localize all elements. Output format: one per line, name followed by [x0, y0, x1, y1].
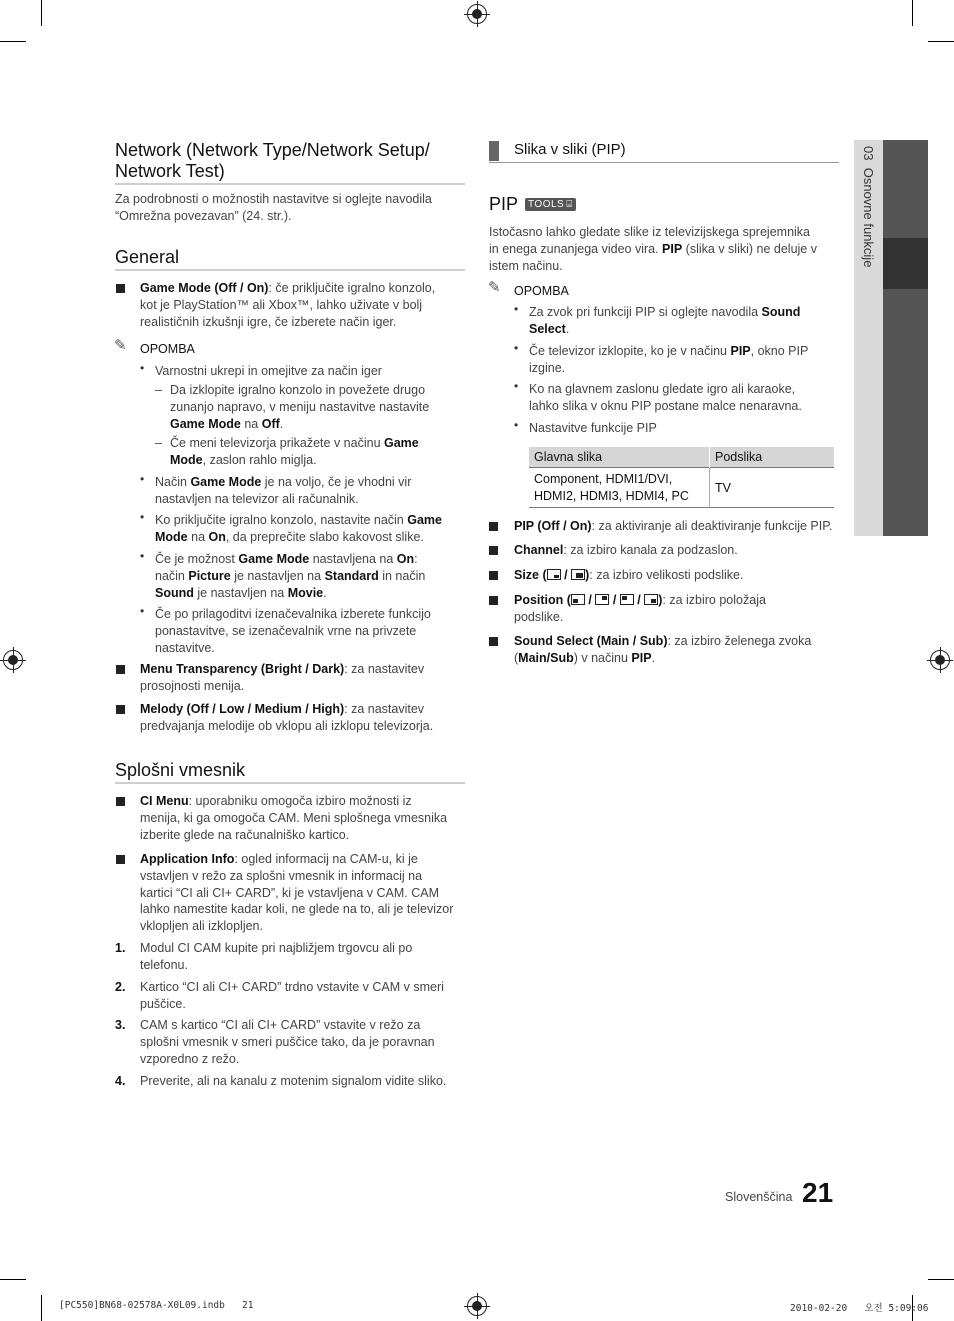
footer-language: Slovenščina	[725, 1190, 793, 1204]
bullet-dot-icon: •	[514, 379, 519, 393]
ci-menu-item: CI Menu: uporabniku omogoča izbiro možnosti iz menija, ki ga omogoča CAM. Meni splošnega vmesnika izberite glede na računalniško kartico.	[140, 794, 448, 842]
position-bottom-right-icon	[644, 594, 658, 605]
note-item: Če po prilagoditvi izenačevalnika izberete funkcijo ponastavitve, se izenačevalnik vrne na privzete nastavitve.	[155, 607, 431, 655]
dash-icon: –	[155, 383, 162, 397]
section-divider	[489, 162, 839, 163]
note-item: Ko priključite igralno konzolo, nastavite način Game Mode na On, da preprečite slabo kakovost slike.	[155, 513, 442, 544]
tools-icon: ⌸	[566, 199, 573, 210]
table-header: Glavna slika	[529, 447, 710, 468]
menu-transparency-item: Menu Transparency (Bright / Dark): za nastavitev prosojnosti menija.	[140, 662, 425, 693]
sound-select-item: Sound Select (Main / Sub): za izbiro želenega zvoka (Main/Sub) v načinu PIP.	[514, 634, 812, 665]
crop-mark	[41, 0, 42, 26]
bullet-dot-icon: •	[140, 510, 145, 524]
pip-title: PIP	[489, 194, 519, 214]
step-item: Modul CI CAM kupite pri najbližjem trgovcu ali po telefonu.	[140, 941, 413, 972]
dash-icon: –	[155, 436, 162, 450]
step-item: Preverite, ali na kanalu z motenim signalom vidite sliko.	[140, 1074, 447, 1088]
section-divider	[115, 183, 465, 185]
size-item: Size ( / ): za izbiro velikosti podslike.	[514, 568, 744, 582]
chapter-tab-active	[883, 238, 928, 289]
table-cell: TV	[715, 480, 731, 495]
note-subitem: Če meni televizorja prikažete v načinu Game Mode, zaslon rahlo miglja.	[170, 436, 419, 467]
position-top-right-icon	[595, 594, 609, 605]
bullet-square-icon	[116, 284, 125, 293]
table-header: Podslika	[715, 450, 763, 464]
bullet-square-icon	[116, 665, 125, 674]
step-item: Kartico “CI ali CI+ CARD” trdno vstavite v CAM v smeri puščice.	[140, 980, 444, 1011]
crop-mark	[0, 41, 26, 42]
game-mode-item: Game Mode (Off / On): če priključite igralno konzolo, kot je PlayStation™ ali Xbox™, lahko uživate v bolj realističnih izkušnji igre, če izberete način iger.	[140, 281, 436, 329]
registration-mark-icon	[467, 4, 487, 24]
crop-mark	[0, 1279, 26, 1280]
pip-note-item: Za zvok pri funkciji PIP si oglejte navodila Sound Select.	[529, 305, 801, 336]
crop-mark	[928, 41, 954, 42]
pip-note-item: Ko na glavnem zaslonu gledate igro ali karaoke, lahko slika v oknu PIP postane malce nenaravna.	[529, 382, 802, 413]
common-interface-title: Splošni vmesnik	[115, 760, 246, 780]
footer-file: [PC550]BN68-02578A-X0L09.indb 21	[59, 1300, 254, 1311]
section-divider	[115, 269, 465, 271]
chapter-tab-dark	[883, 140, 928, 536]
crop-mark	[912, 0, 913, 26]
table-cell: Component, HDMI1/DVI, HDMI2, HDMI3, HDMI4, PC	[529, 468, 710, 508]
note-subitem: Da izklopite igralno konzolo in povežete drugo zunanjo napravo, v meniju nastavitve nastavite Game Mode na Off.	[170, 383, 430, 431]
pip-section-header: Slika v sliki (PIP)	[514, 141, 626, 158]
crop-mark	[928, 1279, 954, 1280]
network-description: Za podrobnosti o možnostih nastavitve si oglejte navodila “Omrežna povezavan” (24. str.).	[115, 192, 432, 223]
bullet-square-icon	[116, 855, 125, 864]
note-pencil-icon: ✎	[488, 279, 501, 296]
general-title: General	[115, 247, 180, 267]
note-pencil-icon: ✎	[114, 337, 127, 354]
registration-mark-icon	[930, 650, 950, 670]
pip-note-item: Nastavitve funkcije PIP	[529, 421, 657, 435]
note-item: Varnostni ukrepi in omejitve za način iger	[155, 364, 382, 378]
bullet-dot-icon: •	[514, 341, 519, 355]
bullet-square-icon	[489, 546, 498, 555]
footer-date: 2010-02-20 오전 5:09:06	[790, 1303, 929, 1314]
size-large-icon	[571, 569, 585, 580]
position-top-left-icon	[620, 594, 634, 605]
melody-item: Melody (Off / Low / Medium / High): za nastavitev predvajanja melodije ob vklopu ali izklopu televizorja.	[140, 702, 434, 733]
pip-note-item: Če televizor izklopite, ko je v načinu PIP, okno PIP izgine.	[529, 344, 809, 375]
step-number: 4.	[115, 1074, 126, 1088]
bullet-square-icon	[489, 596, 498, 605]
channel-item: Channel: za izbiro kanala za podzaslon.	[514, 543, 738, 557]
section-divider	[115, 782, 465, 784]
network-title: Network (Network Type/Network Setup/ Network Test)	[115, 140, 430, 181]
step-number: 1.	[115, 941, 126, 955]
step-number: 2.	[115, 980, 126, 994]
pip-intro: Istočasno lahko gledate slike iz televizijskega sprejemnika in enega zunanjega video vira. PIP (slika v sliki) ne deluje v istem načinu.	[489, 225, 817, 273]
bullet-square-icon	[489, 571, 498, 580]
note-item: Način Game Mode je na voljo, če je vhodni vir nastavljen na televizor ali računalnik.	[155, 475, 412, 506]
note-label: OPOMBA	[140, 342, 195, 356]
registration-mark-icon	[467, 1296, 487, 1316]
bullet-dot-icon: •	[514, 418, 519, 432]
size-small-icon	[547, 569, 561, 580]
note-item: Če je možnost Game Mode nastavljena na On: način Picture je nastavljen na Standard in način Sound je nastavljen na Movie.	[155, 552, 426, 600]
position-item: Position ( / / / ): za izbiro položaja podslike.	[514, 593, 766, 624]
bullet-dot-icon: •	[140, 549, 145, 563]
application-info-item: Application Info: ogled informacij na CAM-u, ki je vstavljen v režo za splošni vmesnik in informacij na kartici “CI ali CI+ CARD”, ki je vstavljena v CAM. CAM lahko namestite kadar koli, ne glede na to, ali je televizor vklopljen ali izklopljen.	[140, 852, 454, 934]
table-header-row	[529, 447, 834, 468]
registration-mark-icon	[3, 650, 23, 670]
bullet-square-icon	[116, 705, 125, 714]
position-bottom-left-icon	[571, 594, 585, 605]
section-marker	[489, 141, 499, 161]
note-label: OPOMBA	[514, 284, 569, 298]
bullet-dot-icon: •	[514, 302, 519, 316]
pip-onoff-item: PIP (Off / On): za aktiviranje ali deaktiviranje funkcije PIP.	[514, 519, 833, 533]
bullet-square-icon	[116, 797, 125, 806]
step-item: CAM s kartico “CI ali CI+ CARD” vstavite v režo za splošni vmesnik v smeri puščice tako, da je poravnan vzporedno z režo.	[140, 1018, 435, 1066]
bullet-square-icon	[489, 522, 498, 531]
table-row	[529, 468, 834, 508]
bullet-square-icon	[489, 637, 498, 646]
bullet-dot-icon: •	[140, 472, 145, 486]
page-number: 21	[802, 1177, 834, 1208]
step-number: 3.	[115, 1018, 126, 1032]
chapter-tab-label: 03 Osnovne funkcije	[861, 146, 876, 268]
crop-mark	[41, 1295, 42, 1321]
bullet-dot-icon: •	[140, 361, 145, 375]
pip-settings-table	[529, 447, 834, 508]
tools-badge: TOOLS ⌸	[525, 198, 576, 211]
bullet-dot-icon: •	[140, 604, 145, 618]
